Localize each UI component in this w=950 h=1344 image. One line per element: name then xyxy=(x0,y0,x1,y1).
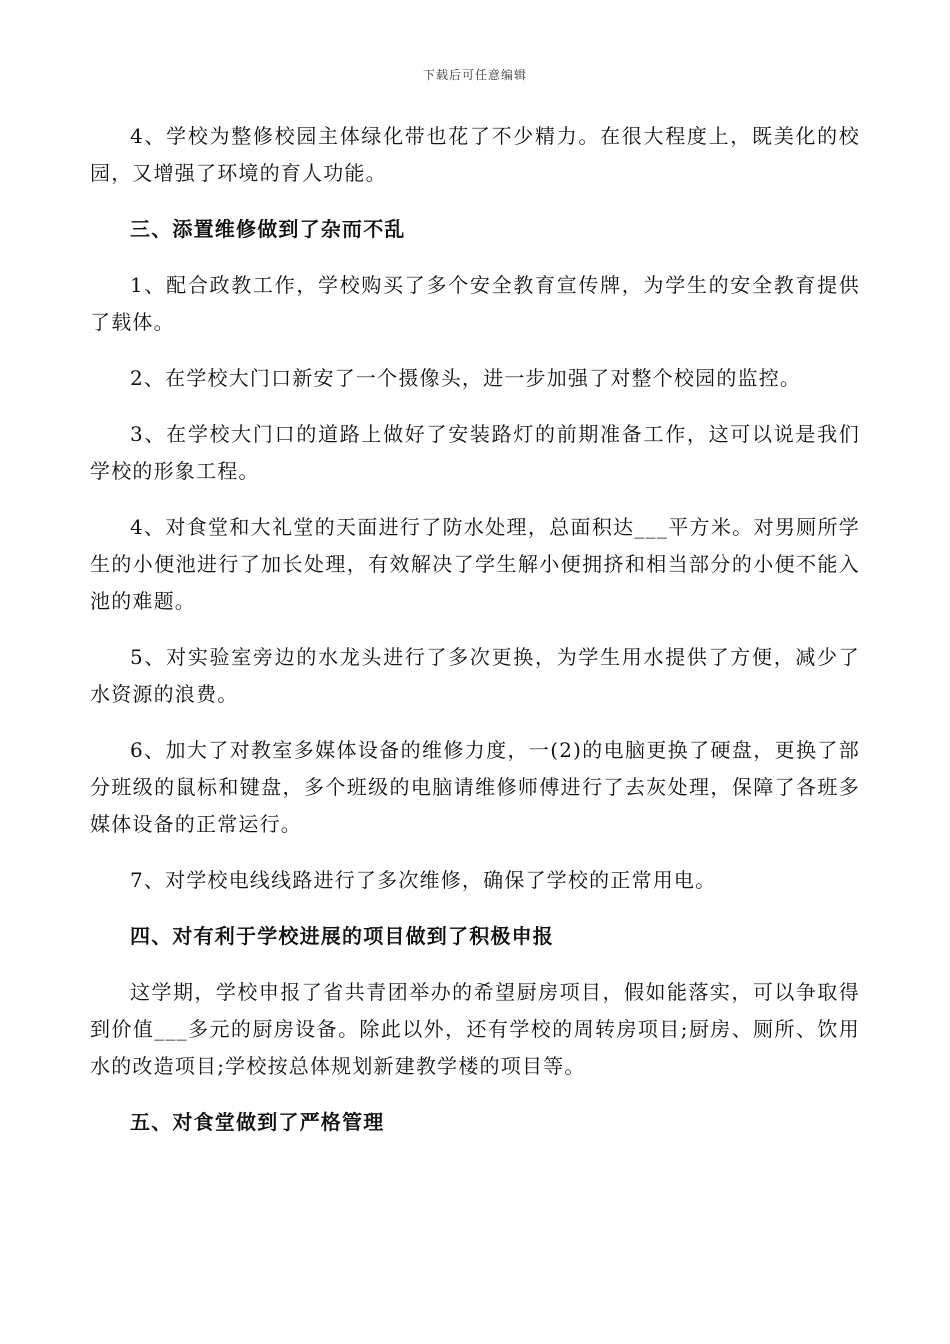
paragraph-projects: 这学期，学校申报了省共青团举办的希望厨房项目，假如能落实，可以争取得到价值___多元的厨房设备。除此以外，还有学校的周转房项目;厨房、厕所、饮用水的改造项目;学校按总体规划新建教学楼的项目等。 xyxy=(90,980,860,1078)
paragraph-waterproofing: 4、对食堂和大礼堂的天面进行了防水处理，总面积达___平方米。对男厕所学生的小便池进行了加长处理，有效解决了学生解小便拥挤和相当部分的小便不能入池的难题。 xyxy=(90,515,860,613)
paragraph-streetlights: 3、在学校大门口的道路上做好了安装路灯的前期准备工作，这可以说是我们学校的形象工程。 xyxy=(90,422,860,483)
paragraph-wiring: 7、对学校电线线路进行了多次维修，确保了学校的正常用电。 xyxy=(130,868,717,892)
section-heading-3: 三、添置维修做到了杂而不乱 xyxy=(130,217,406,241)
section-heading-4: 四、对有利于学校进展的项目做到了积极申报 xyxy=(130,924,554,948)
paragraph-multimedia: 6、加大了对教室多媒体设备的维修力度，一(2)的电脑更换了硬盘，更换了部分班级的鼠标和键盘，多个班级的电脑请维修师傅进行了去灰处理，保障了各班多媒体设备的正常运行。 xyxy=(90,738,860,836)
paragraph-camera: 2、在学校大门口新安了一个摄像头，进一步加强了对整个校园的监控。 xyxy=(130,366,802,390)
paragraph-greening: 4、学校为整修校园主体绿化带也花了不少精力。在很大程度上，既美化的校园，又增强了环境的育人功能。 xyxy=(90,124,860,185)
paragraph-signboards: 1、配合政教工作，学校购买了多个安全教育宣传牌，为学生的安全教育提供了载体。 xyxy=(90,273,860,334)
page-header: 下载后可任意编辑 xyxy=(422,68,527,82)
document-body xyxy=(90,118,860,1160)
paragraph-faucets: 5、对实验室旁边的水龙头进行了多次更换，为学生用水提供了方便，减少了水资源的浪费。 xyxy=(90,645,860,706)
section-heading-5: 五、对食堂做到了严格管理 xyxy=(130,1110,385,1134)
